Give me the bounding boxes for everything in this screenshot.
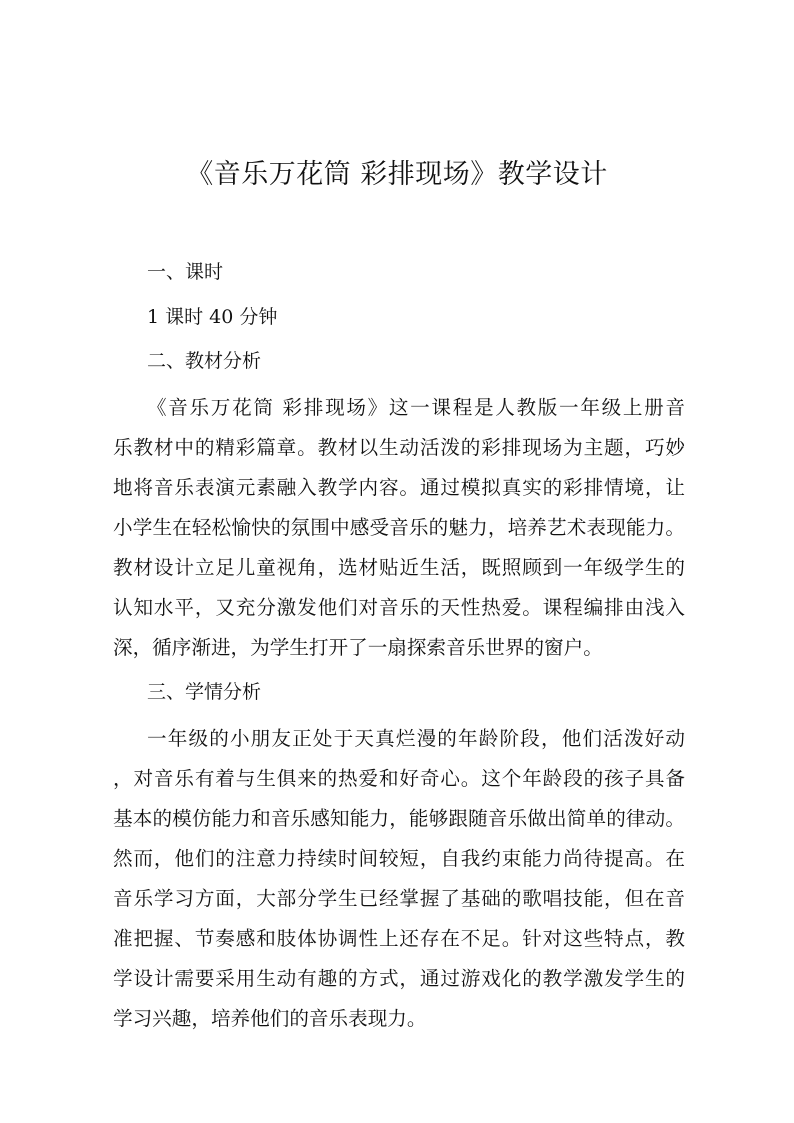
document-title: 《音乐万花筒 彩排现场》教学设计	[186, 159, 608, 190]
paragraph-line: 乐教材中的精彩篇章。教材以生动活泼的彩排现场为主题，巧妙	[113, 436, 685, 459]
section-heading-lesson-time: 一、课时	[147, 261, 224, 283]
paragraph-line: 音乐学习方面，大部分学生已经掌握了基础的歌唱技能，但在音	[113, 887, 685, 910]
paragraph-line: 教材设计立足儿童视角，选材贴近生活，既照顾到一年级学生的	[113, 556, 685, 579]
section-heading-textbook-analysis: 二、教材分析	[147, 350, 262, 372]
lesson-time-text: 1 课时 40 分钟	[147, 306, 278, 328]
paragraph-line: 学设计需要采用生动有趣的方式，通过游戏化的教学激发学生的	[113, 967, 685, 990]
paragraph-line: 准把握、节奏感和肢体协调性上还存在不足。针对这些特点，教	[113, 927, 685, 950]
student-analysis-paragraph	[113, 719, 685, 1039]
paragraph-line: ，对音乐有着与生俱来的热爱和好奇心。这个年龄段的孩子具备	[113, 767, 685, 790]
paragraph-line: 基本的模仿能力和音乐感知能力，能够跟随音乐做出简单的律动。	[113, 807, 685, 830]
paragraph-line: 《音乐万花筒 彩排现场》这一课程是人教版一年级上册音	[147, 396, 685, 419]
paragraph-line: 一年级的小朋友正处于天真烂漫的年龄阶段，他们活泼好动	[147, 727, 685, 750]
textbook-analysis-paragraph	[113, 388, 685, 668]
paragraph-line: 认知水平，又充分激发他们对音乐的天性热爱。课程编排由浅入	[113, 596, 685, 619]
paragraph-line: 地将音乐表演元素融入教学内容。通过模拟真实的彩排情境，让	[113, 476, 685, 499]
section-heading-student-analysis: 三、学情分析	[147, 681, 262, 703]
paragraph-line: 深，循序渐进，为学生打开了一扇探索音乐世界的窗户。	[113, 636, 603, 659]
paragraph-line: 然而，他们的注意力持续时间较短，自我约束能力尚待提高。在	[113, 847, 685, 870]
paragraph-line: 学习兴趣，培养他们的音乐表现力。	[113, 1007, 427, 1030]
paragraph-line: 小学生在轻松愉快的氛围中感受音乐的魅力，培养艺术表现能力。	[113, 516, 685, 539]
document-body	[113, 254, 685, 1045]
